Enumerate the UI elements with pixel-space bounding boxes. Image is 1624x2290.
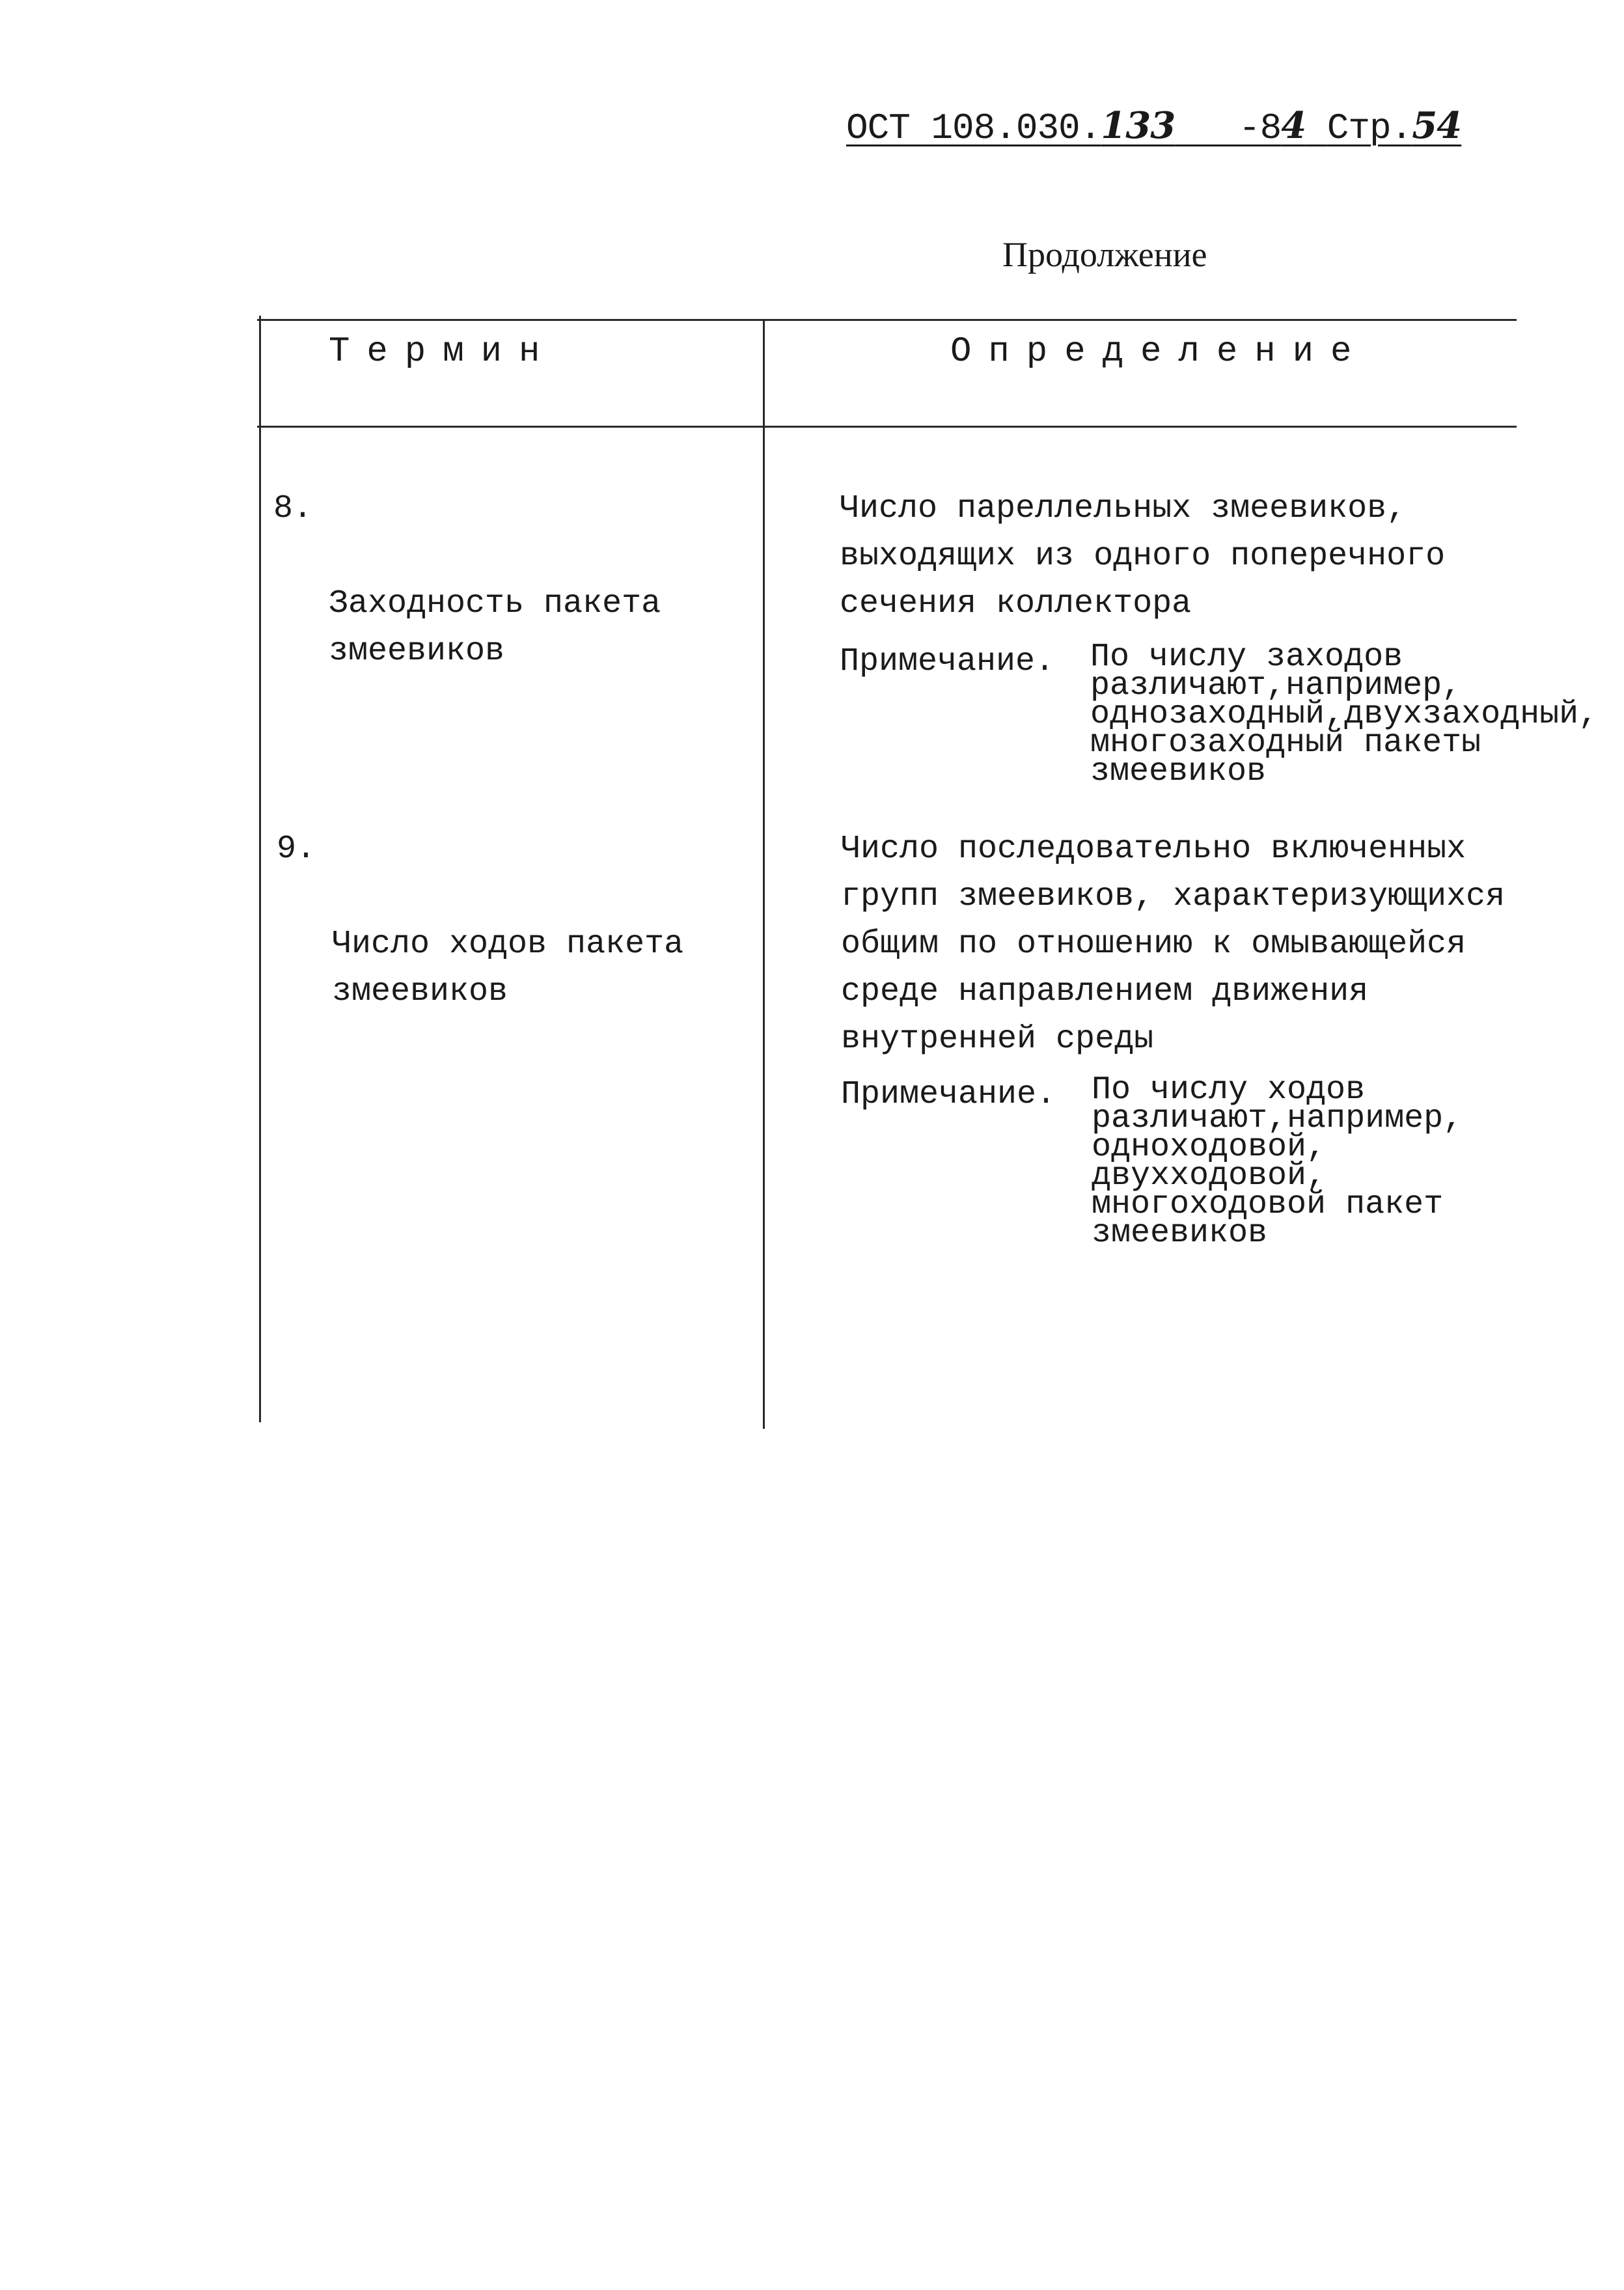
note-text: По числу ходов различают,например, одноходовой, двухходовой, многоходовой пакет змеевиков [1092,1071,1463,1252]
table-row-8-term [273,485,661,675]
row-number: 8. [273,490,313,527]
term-text: Заходность пакета змеевиков [329,585,661,670]
table-row-9-definition: Число последовательно включенных групп змеевиков, характеризующихся общим по отношению к омывающейся среде направлением движения внутренней среды [841,831,1506,1058]
table-top-rule [257,319,1517,321]
table-column-divider [763,319,765,1429]
column-header-term: Термин [329,332,557,372]
note-label: Примечание. [841,1076,1056,1113]
doc-year-suffix: 4 [1281,104,1306,147]
table-header-rule [257,426,1517,428]
page-label: Стр. [1327,107,1412,149]
table-row-9-term [277,825,684,1015]
table-row-8-definition: Число пареллельных змеевиков, выходящих из одного поперечного сечения коллектора [840,490,1446,622]
continuation-label: Продолжение [1002,235,1207,274]
row-number: 9. [277,831,316,868]
page-number: 54 [1412,104,1462,147]
note-label: Примечание. [840,643,1055,680]
doc-number: 133 [1101,104,1176,147]
note-text: По числу заходов различают,например, однозаходный,двухзаходный, многозаходный пакеты змеевиков [1090,639,1599,790]
doc-year-prefix: -8 [1239,107,1282,149]
column-header-definition: Определение [950,332,1369,372]
term-text: Число ходов пакета змеевиков [332,926,684,1010]
table-left-rule [259,316,261,1422]
doc-code: ОСТ 108.030. [846,107,1101,149]
